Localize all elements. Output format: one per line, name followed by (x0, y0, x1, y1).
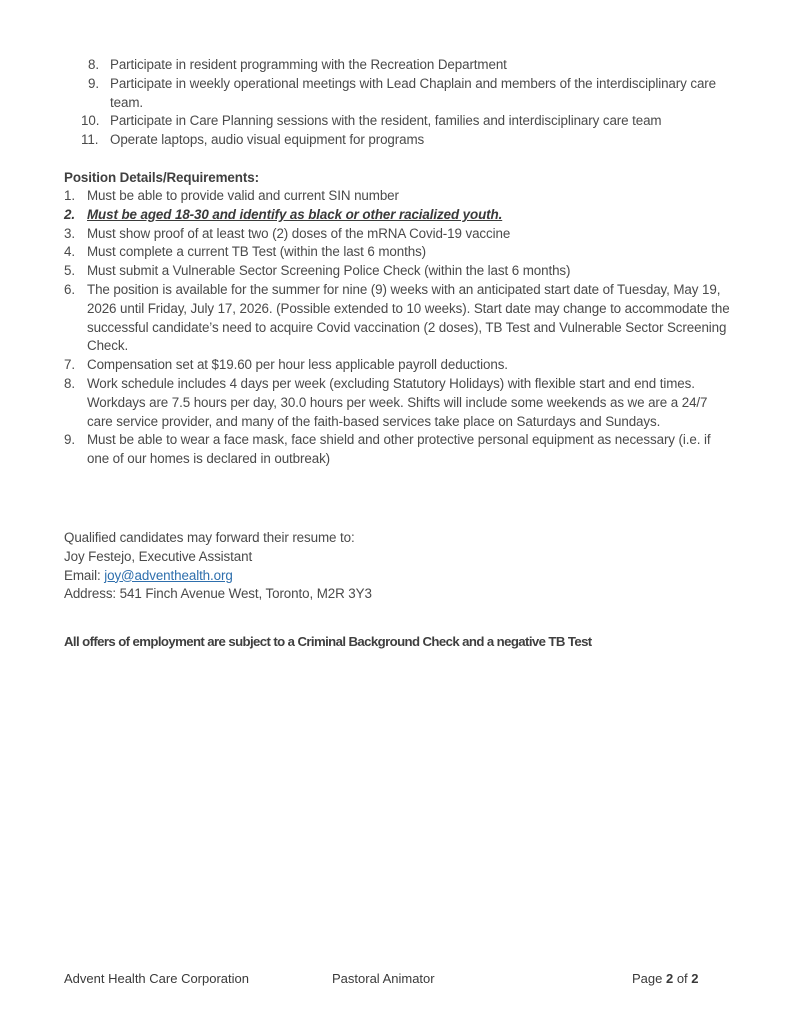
list-number: 4. (64, 244, 75, 260)
list-item (81, 112, 738, 131)
list-item (88, 56, 738, 75)
footer-page-number (632, 971, 699, 986)
requirements-heading: Position Details/Requirements: (64, 170, 259, 185)
list-item-text: Must show proof of at least two (2) doses of the mRNA Covid-19 vaccine (87, 225, 511, 241)
list-item-text: Must submit a Vulnerable Sector Screening Police Check (within the last 6 months) (87, 263, 571, 279)
list-item-text: Must complete a current TB Test (within the last 6 months) (87, 244, 427, 260)
page-prefix: Page (632, 971, 666, 986)
list-item (81, 131, 738, 150)
list-number: 9. (88, 75, 99, 91)
list-item-emphasized (64, 206, 736, 225)
list-item-text: Must be able to wear a face mask, face shield and other protective personal equipment as necessary (i.e. if one of our homes is declared in outbreak) (87, 432, 711, 467)
list-number: 5. (64, 263, 75, 279)
list-item-text: Participate in weekly operational meetings with Lead Chaplain and members of the interdisciplinary care team. (110, 75, 716, 110)
list-item-text: Participate in resident programming with the Recreation Department (110, 57, 507, 72)
contact-name: Joy Festejo, Executive Assistant (64, 548, 253, 564)
email-link[interactable]: joy@adventhealth.org (104, 567, 233, 583)
contact-block (64, 529, 372, 604)
contact-email-line (64, 567, 372, 586)
duties-list (81, 56, 738, 150)
requirements-list (64, 187, 736, 469)
contact-address: Address: 541 Finch Avenue West, Toronto, M2R 3Y3 (64, 586, 372, 602)
list-number: 6. (64, 281, 75, 297)
list-item-text: Operate laptops, audio visual equipment for programs (110, 132, 425, 148)
email-label: Email: (64, 567, 105, 583)
list-item (64, 356, 736, 375)
list-item-text: The position is available for the summer for nine (9) weeks with an anticipated start date of Tuesday, May 19, 2026 until Friday, July 17, 2026. (Possible extended to 10 weeks). Start date may change to accommodate the successful candidate’s need to acquire Covid vaccination (2 doses), TB Test and Vulnerable Sector Screening Check. (87, 281, 730, 354)
footer-organization: Advent Health Care Corporation (64, 971, 249, 986)
list-item-text: Must be able to provide valid and current SIN number (87, 188, 399, 203)
list-item (64, 262, 736, 281)
footer-position: Pastoral Animator (332, 971, 435, 986)
employment-disclaimer: All offers of employment are subject to a Criminal Background Check and a negative TB Test (64, 634, 592, 649)
list-item (64, 431, 736, 469)
list-item-text: Work schedule includes 4 days per week (excluding Statutory Holidays) with flexible start and end times. Workdays are 7.5 hours per day, 30.0 hours per week. Shifts will include some weekends as we are a 24/7 care service provider, and many of the faith-based services take place on Saturdays and Sundays. (87, 375, 708, 429)
list-number: 10. (81, 113, 100, 129)
list-number: 1. (64, 188, 75, 203)
list-number: 9. (64, 432, 75, 448)
list-number: 2. (64, 206, 75, 222)
list-number: 3. (64, 225, 75, 241)
list-item (64, 225, 736, 244)
list-item (64, 187, 736, 206)
list-item-text: Must be aged 18-30 and identify as black or other racialized youth. (87, 206, 503, 222)
page-total: 2 (691, 971, 699, 986)
list-item-text: Participate in Care Planning sessions with the resident, families and interdisciplinary care team (110, 113, 662, 129)
list-item (64, 281, 736, 356)
list-number: 7. (64, 357, 75, 373)
contact-intro: Qualified candidates may forward their resume to: (64, 530, 355, 545)
page-of: of (673, 971, 692, 986)
list-item (64, 243, 736, 262)
page-current: 2 (665, 971, 674, 986)
list-item-text: Compensation set at $19.60 per hour less applicable payroll deductions. (87, 357, 508, 373)
list-number: 8. (64, 375, 75, 391)
list-number: 8. (88, 57, 99, 72)
list-item (64, 375, 736, 431)
list-number: 11. (81, 132, 99, 148)
list-item (88, 75, 738, 113)
